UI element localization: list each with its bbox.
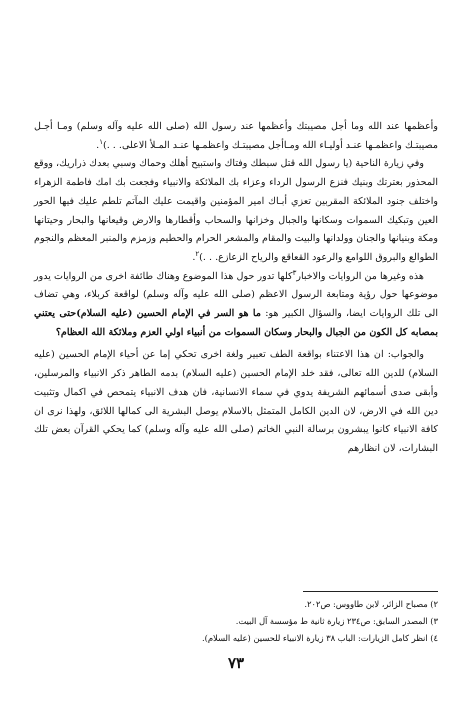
paragraph-3-question: ما هو السر في الإمام الحسين (عليه السلام)حتى يعتني بمصابه كل الكون من الجبال والبحار وسكان السموات من أنبياء اولي العزم وملائكة الله العظام؟ bbox=[34, 308, 438, 338]
paragraph-1 bbox=[34, 118, 438, 155]
paragraph-3 bbox=[34, 268, 438, 343]
footnote-ref-3: ٣ bbox=[292, 268, 297, 277]
paragraph-3-text: هذه وغيرها من الروايات والاخبار bbox=[296, 270, 424, 282]
paragraph-2 bbox=[34, 155, 438, 267]
footnote-ref-1: ١ bbox=[99, 137, 103, 146]
footnote-1: ٢) مصباح الزائر، لابن طاووس: ص٢٠٢. bbox=[304, 599, 438, 609]
paragraph-1-end: . bbox=[96, 139, 100, 151]
footnotes bbox=[34, 596, 438, 647]
paragraph-3-text-cont: كلها تدور حول هذا الموضوع وهناك طائفة اخرى من الروايات يدور موضوعها حول رؤية ومتابعة الرسول الاعظم (صلى الله عليه وآله وسلم) لواقعة كربلاء، وهي تضاف الى تلك الروايات ايضا، والسؤال الكبير هو: bbox=[34, 270, 438, 320]
footnote-divider bbox=[303, 591, 438, 592]
footnote-ref-2: ٢ bbox=[195, 249, 200, 258]
paragraph-4-text: والجواب: ان هذا الاعتناء بواقعة الطف تعبير ولغة اخرى تحكي إما عن أحياء الإمام الحسين (عليه السلام) للدين الله تعالى، فقد خلد الإمام الحسين (عليه السلام) بدمه الطاهر ذكر الانبياء والمرسلين، وأبقى صدى أسمائهم الشريفة يدوي في سماء الانسانية، فان هدف الانبياء يتمحص في اكمال وتثبيت دين الله في الارض، لان الدين الكامل المتمثل بالاسلام يوصل البشرية الى كمالها اللائق، ولهذا نرى ان كافة الانبياء كانوا يبشرون برسالة النبي الخاتم (صلى الله عليه وآله وسلم) كما يحكي القرآن بعض تلك البشارات، لان انظارهم bbox=[34, 349, 438, 454]
paragraph-4 bbox=[34, 346, 438, 458]
footnote-3: ٤) انظر كامل الزيارات: الباب ٣٨ زيارة الانبياء للحسين (عليه السلام). bbox=[202, 633, 438, 643]
paragraph-2-text: وفي زيارة الناحية (يا رسول الله قتل سبطك وفتاك واستبيح أهلك وحماك وسبي بعدك ذراريك، ووقع المحذور بعترتك وبنيك فنزع الرسول الرداء وعزاء بك الملائكة والانبياء وفجعت بك امك فاطمة الزهراء واختلف جنود الملائكة المقربين تعزي أبـاك امير المؤمنين واقيمت عليك المآتم تلطم عليك فيها الحور العين وتبكيك السموات وسكانها والجبال وخزانها والسحاب وأقطارها والارض وقيعانها والبحار وحيتانها ومكة وبنيانها والجنان وولدانها والبيت والمقام والمشعر الحرام والحطيم وزمزم والمنبر المعظم والنجوم الطوالع والبروق اللوامع والرعود القعاقع والرياح الزعازع. . .) bbox=[34, 158, 438, 263]
footnote-2: ٣) المصدر السابق: ص٢٣٤ زيارة ثانية ط مؤسسة آل البيت. bbox=[235, 616, 438, 626]
page-number: ٧٣ bbox=[227, 654, 245, 672]
paragraph-2-end: . bbox=[192, 251, 196, 263]
paragraph-1-text: وأعظمها عند الله وما أجل مصيبتك وأعظمها عند رسول الله (صلى الله عليه وآله وسلم) ومـا أجـل مصيبتـك واعظمـها عنـد أوليـاء الله ومـاأجل مصيبتـك واعظمـها عنـد المـلأ الاعلى. . .) bbox=[34, 121, 438, 151]
main-text bbox=[34, 118, 438, 459]
